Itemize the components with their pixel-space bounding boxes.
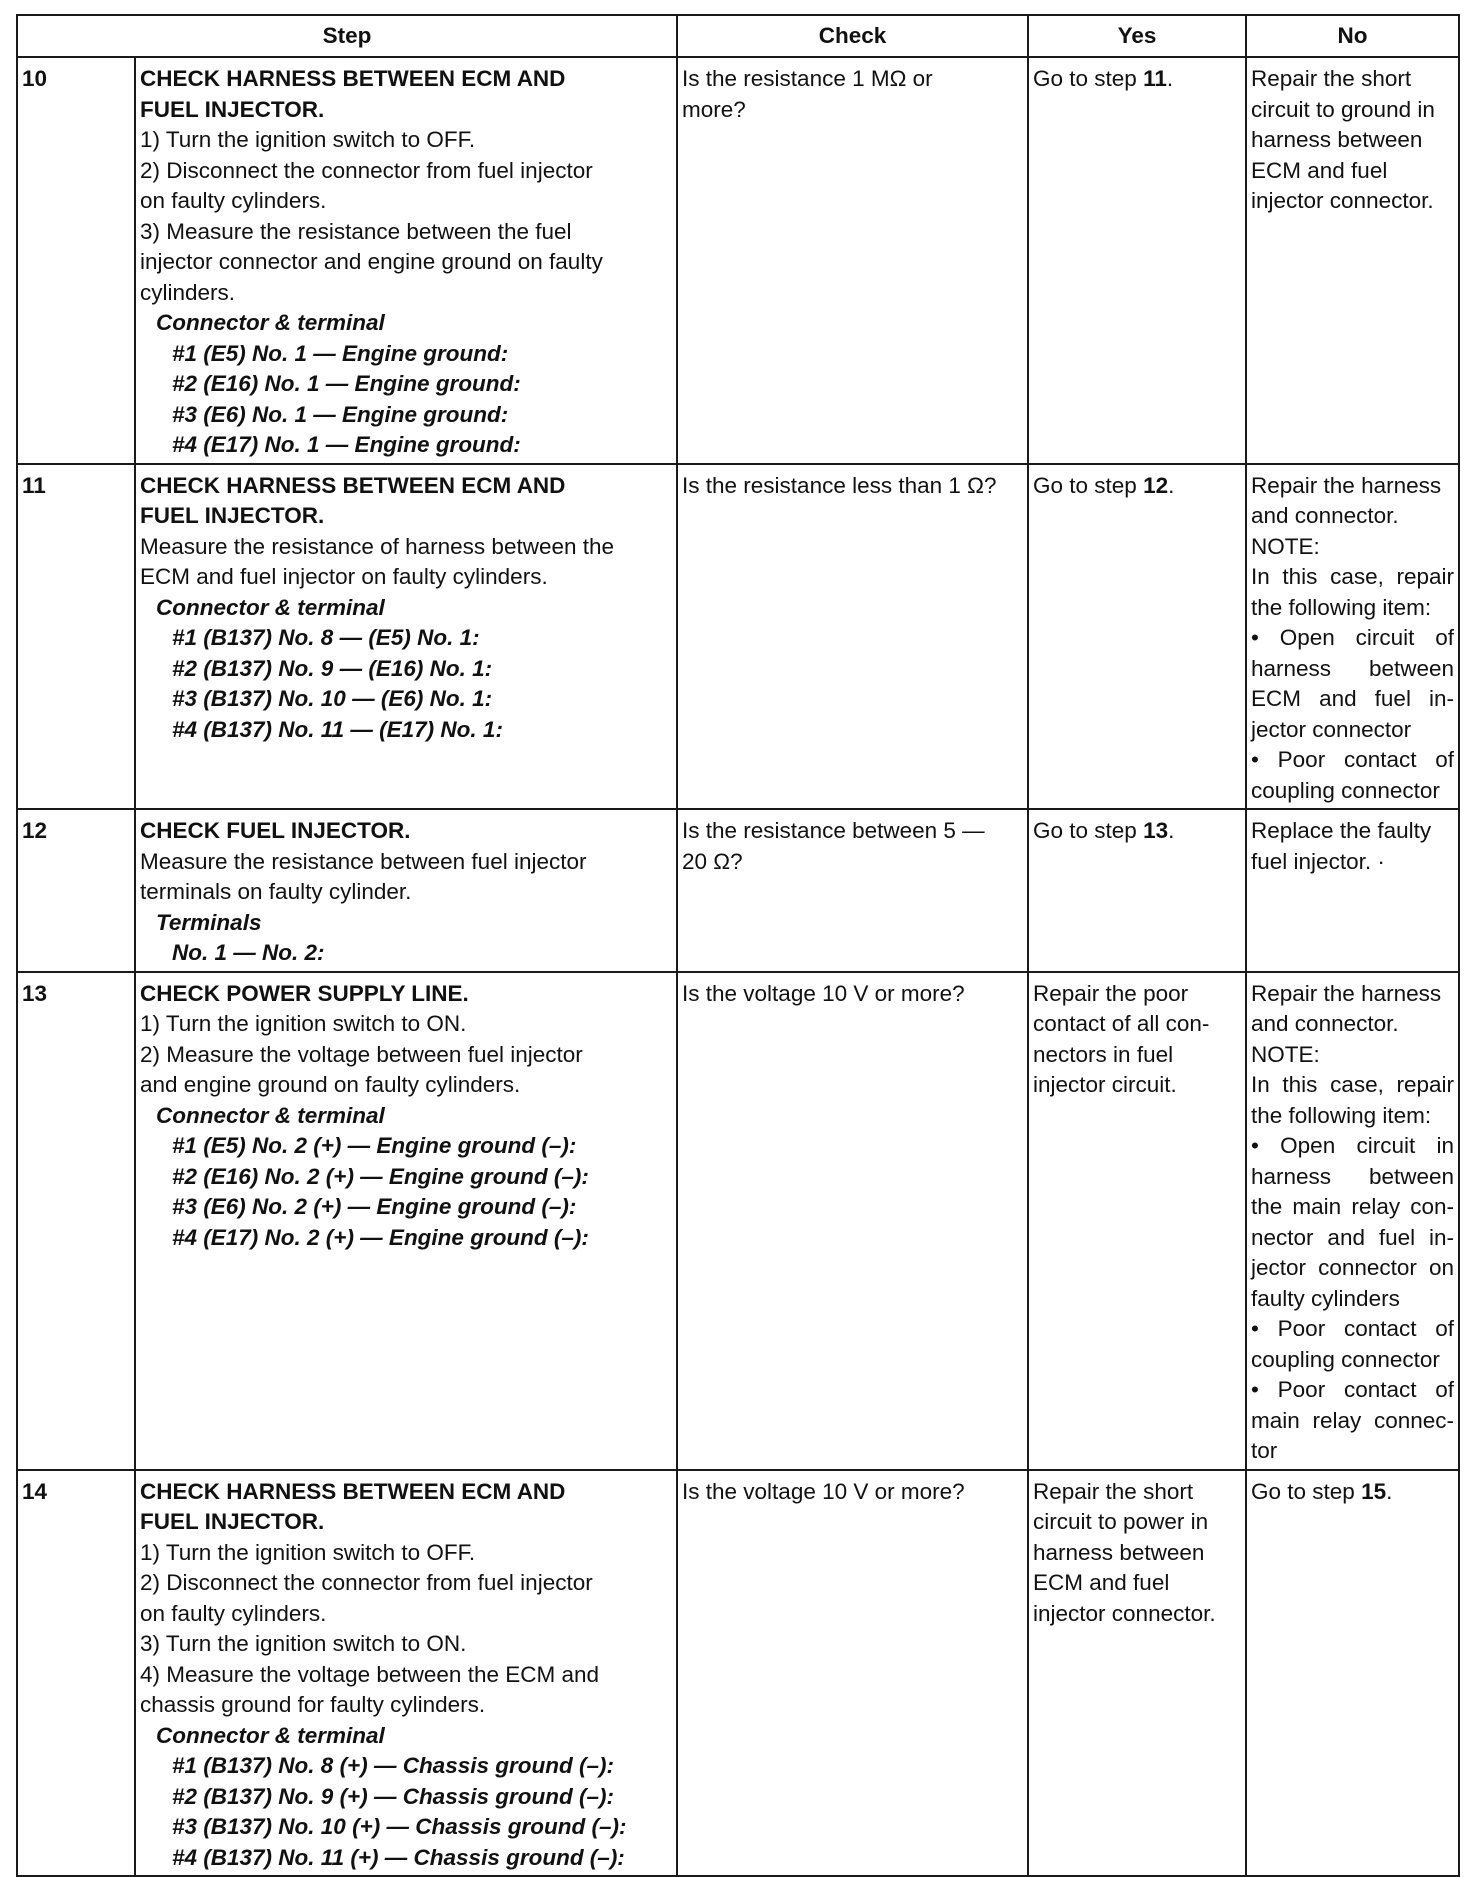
step-description (135, 809, 677, 972)
no-text: Repair the harness (1251, 980, 1442, 1006)
step-number: 10 (17, 57, 135, 464)
step-line: 2) Disconnect the connector from fuel injector (140, 1570, 593, 1595)
no-text: In this case, repair (1251, 564, 1455, 589)
yes-cell (1028, 57, 1246, 464)
no-text: harness between (1251, 127, 1423, 152)
connector-terminal: #2 (B137) No. 9 — (E16) No. 1: (172, 655, 493, 681)
step-line: 3) Turn the ignition switch to ON. (140, 1631, 467, 1656)
header-check: Check (677, 15, 1028, 57)
yes-text: ECM and fuel (1033, 1570, 1170, 1595)
step-number: 12 (17, 809, 135, 972)
step-title: CHECK FUEL INJECTOR. (140, 818, 411, 843)
connector-terminal: #3 (B137) No. 10 — (E6) No. 1: (172, 686, 493, 711)
check-text: Is the resistance between 5 — (682, 818, 985, 843)
step-description (135, 464, 677, 810)
step-description (135, 972, 677, 1470)
yes-text-end: . (1168, 472, 1175, 498)
step-line: chassis ground for faulty cylinders. (140, 1692, 486, 1717)
step-line: 3) Measure the resistance between the fuel (140, 218, 572, 244)
no-text: harness between (1251, 655, 1455, 681)
no-text: NOTE: (1251, 533, 1320, 559)
connector-heading: Connector & terminal (156, 1102, 385, 1128)
connector-terminal: #4 (E17) No. 2 (+) — Engine ground (–): (172, 1224, 589, 1250)
step-title: CHECK HARNESS BETWEEN ECM AND (140, 66, 566, 91)
connector-heading: Connector & terminal (156, 594, 385, 620)
no-text-end: . (1386, 1478, 1393, 1504)
yes-text: Go to step (1033, 66, 1144, 91)
check-text: more? (682, 96, 746, 122)
no-text: the following item: (1251, 1102, 1432, 1128)
step-description (135, 57, 677, 464)
step-line: on faulty cylinders. (140, 1600, 327, 1626)
connector-terminal: #3 (E6) No. 2 (+) — Engine ground (–): (172, 1194, 577, 1219)
check-cell (677, 57, 1028, 464)
table-row (17, 972, 1459, 1470)
yes-text: harness between (1033, 1539, 1205, 1565)
no-text: harness between (1251, 1163, 1455, 1189)
no-text: fuel injector. · (1251, 848, 1385, 874)
yes-step-number: 12 (1143, 472, 1169, 498)
yes-cell (1028, 972, 1246, 1470)
no-text: ECM and fuel in- (1251, 686, 1455, 711)
connector-terminal: #4 (E17) No. 1 — Engine ground: (172, 432, 521, 457)
step-title: CHECK POWER SUPPLY LINE. (140, 980, 469, 1006)
no-text: faulty cylinders (1251, 1285, 1400, 1311)
yes-cell (1028, 1470, 1246, 1877)
connector-terminal: #1 (E5) No. 1 — Engine ground: (172, 340, 509, 366)
check-text: Is the resistance 1 MΩ or (682, 66, 933, 91)
check-cell (677, 464, 1028, 810)
step-line: cylinders. (140, 279, 236, 305)
no-text: coupling connector (1251, 1346, 1440, 1372)
check-text: 20 Ω? (682, 848, 743, 874)
connector-terminal: #2 (E16) No. 1 — Engine ground: (172, 371, 521, 396)
no-step-number: 15 (1361, 1478, 1387, 1504)
connector-terminal: #2 (E16) No. 2 (+) — Engine ground (–): (172, 1163, 589, 1189)
check-text: Is the voltage 10 V or more? (682, 980, 965, 1006)
no-text: Repair the short (1251, 66, 1412, 91)
connector-terminal: #3 (E6) No. 1 — Engine ground: (172, 401, 509, 427)
step-line: injector connector and engine ground on faulty (140, 249, 603, 274)
connector-terminal: #4 (B137) No. 11 (+) — Chassis ground (–): (172, 1844, 625, 1870)
diagnostic-page (16, 14, 1458, 1870)
no-text: • Poor contact of (1251, 1377, 1455, 1402)
step-number: 13 (17, 972, 135, 1470)
no-text: and connector. (1251, 1011, 1399, 1036)
no-text: and connector. (1251, 503, 1399, 528)
no-text: coupling connector (1251, 777, 1440, 803)
yes-text-end: . (1168, 818, 1175, 843)
no-text: main relay connec- (1251, 1407, 1455, 1433)
header-step: Step (17, 15, 677, 57)
terminal-pair: No. 1 — No. 2: (172, 940, 325, 965)
check-cell (677, 972, 1028, 1470)
step-line: 4) Measure the voltage between the ECM and (140, 1661, 600, 1687)
table-row (17, 809, 1459, 972)
step-title: FUEL INJECTOR. (140, 1509, 325, 1534)
no-text: tor (1251, 1438, 1278, 1463)
step-line: 2) Disconnect the connector from fuel injector (140, 157, 593, 183)
no-cell (1246, 809, 1459, 972)
step-title: CHECK HARNESS BETWEEN ECM AND (140, 472, 566, 498)
connector-terminal: #1 (E5) No. 2 (+) — Engine ground (–): (172, 1133, 577, 1158)
table-row (17, 464, 1459, 810)
diagnostic-table (16, 14, 1460, 1877)
no-text: • Open circuit in (1251, 1133, 1455, 1158)
step-line: and engine ground on faulty cylinders. (140, 1072, 521, 1097)
no-text: NOTE: (1251, 1041, 1320, 1067)
connector-terminal: #4 (B137) No. 11 — (E17) No. 1: (172, 716, 503, 742)
no-text: jector connector (1251, 716, 1412, 742)
no-cell (1246, 1470, 1459, 1877)
connector-terminal: #2 (B137) No. 9 (+) — Chassis ground (–): (172, 1783, 614, 1809)
yes-cell (1028, 809, 1246, 972)
no-cell (1246, 972, 1459, 1470)
no-text: circuit to ground in (1251, 96, 1435, 122)
step-title: FUEL INJECTOR. (140, 503, 325, 528)
yes-step-number: 13 (1143, 818, 1169, 843)
no-text: • Poor contact of (1251, 747, 1455, 772)
yes-text: circuit to power in (1033, 1509, 1209, 1534)
header-yes: Yes (1028, 15, 1246, 57)
check-cell (677, 1470, 1028, 1877)
step-line: 1) Turn the ignition switch to ON. (140, 1011, 467, 1036)
connector-terminal: #3 (B137) No. 10 (+) — Chassis ground (–): (172, 1814, 627, 1839)
yes-text: nectors in fuel (1033, 1041, 1174, 1067)
no-text: ECM and fuel (1251, 157, 1388, 183)
yes-text: Go to step (1033, 472, 1144, 498)
step-description (135, 1470, 677, 1877)
step-number: 14 (17, 1470, 135, 1877)
step-line: Measure the resistance of harness between the (140, 533, 615, 559)
no-text: the main relay con- (1251, 1194, 1455, 1219)
terminals-heading: Terminals (156, 909, 262, 935)
step-line: terminals on faulty cylinder. (140, 879, 412, 904)
yes-text: contact of all con- (1033, 1011, 1210, 1036)
step-line: Measure the resistance between fuel injector (140, 848, 587, 874)
yes-text: injector circuit. (1033, 1072, 1177, 1097)
no-text: Repair the harness (1251, 472, 1442, 498)
yes-cell (1028, 464, 1246, 810)
no-text: • Poor contact of (1251, 1316, 1455, 1341)
no-text: injector connector. (1251, 188, 1434, 213)
step-line: 1) Turn the ignition switch to OFF. (140, 1539, 476, 1565)
yes-text: Repair the poor (1033, 980, 1189, 1006)
yes-text: Go to step (1033, 818, 1144, 843)
no-cell (1246, 57, 1459, 464)
yes-text: injector connector. (1033, 1600, 1216, 1626)
no-text: In this case, repair (1251, 1072, 1455, 1097)
connector-heading: Connector & terminal (156, 310, 385, 335)
connector-heading: Connector & terminal (156, 1722, 385, 1748)
step-line: 1) Turn the ignition switch to OFF. (140, 127, 476, 152)
no-text: Replace the faulty (1251, 818, 1432, 843)
table-row (17, 1470, 1459, 1877)
yes-step-number: 11 (1143, 66, 1167, 91)
yes-text: Repair the short (1033, 1478, 1194, 1504)
step-line: ECM and fuel injector on faulty cylinders. (140, 564, 548, 589)
header-no: No (1246, 15, 1459, 57)
table-header-row (17, 15, 1459, 57)
no-text: nector and fuel in- (1251, 1224, 1455, 1250)
step-title: CHECK HARNESS BETWEEN ECM AND (140, 1478, 566, 1504)
no-text: jector connector on (1251, 1255, 1455, 1280)
table-row (17, 57, 1459, 464)
check-text: Is the voltage 10 V or more? (682, 1478, 965, 1504)
connector-terminal: #1 (B137) No. 8 — (E5) No. 1: (172, 625, 480, 650)
check-text: Is the resistance less than 1 Ω? (682, 472, 997, 498)
step-line: on faulty cylinders. (140, 188, 327, 213)
step-number: 11 (17, 464, 135, 810)
no-text: the following item: (1251, 594, 1432, 620)
no-text: • Open circuit of (1251, 625, 1455, 650)
yes-text-end: . (1166, 66, 1174, 91)
step-title: FUEL INJECTOR. (140, 96, 325, 122)
no-cell (1246, 464, 1459, 810)
connector-terminal: #1 (B137) No. 8 (+) — Chassis ground (–): (172, 1753, 614, 1778)
check-cell (677, 809, 1028, 972)
step-line: 2) Measure the voltage between fuel injector (140, 1041, 583, 1067)
no-text: Go to step (1251, 1478, 1362, 1504)
